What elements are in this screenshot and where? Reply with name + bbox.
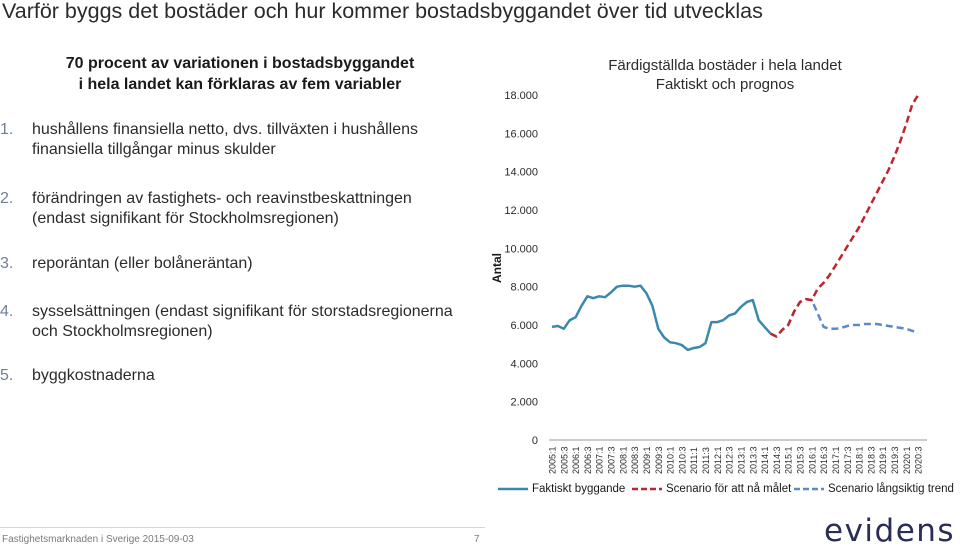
x-tick-label: 2011:3	[701, 447, 712, 474]
x-tick-label: 2015:3	[795, 446, 806, 474]
y-axis-label: Antal	[490, 253, 504, 283]
x-tick-label: 2013:1	[736, 446, 747, 474]
x-tick-label: 2016:3	[819, 446, 830, 474]
factor-number: 2.	[0, 190, 14, 207]
x-tick-label: 2015:1	[783, 446, 794, 474]
x-tick-label: 2010:3	[677, 446, 688, 474]
y-tick-label: 18.000	[504, 90, 538, 102]
y-tick-label: 10.000	[504, 243, 538, 256]
chart-legend	[498, 483, 958, 501]
factor-number: 1.	[0, 121, 14, 138]
y-axis-ticks	[504, 90, 538, 447]
chart-subtitle: Faktiskt och prognos	[655, 76, 795, 93]
y-tick-label: 16.000	[504, 128, 538, 141]
x-tick-label: 2007:3	[606, 446, 617, 474]
legend-item-target-scenario	[632, 483, 791, 495]
y-tick-label: 12.000	[504, 205, 538, 217]
x-tick-label: 2006:3	[582, 446, 593, 474]
x-tick-label: 2011:1	[689, 447, 700, 474]
x-tick-label: 2019:3	[890, 446, 901, 474]
factor-text: hushållens finansiella netto, dvs. tillväxten i hushållens finansiella tillgångar minus skulder	[32, 121, 419, 158]
legend-label: Scenario för att nå målet	[666, 483, 792, 495]
y-tick-label: 0	[531, 435, 538, 447]
legend-label: Faktiskt byggande	[532, 483, 626, 495]
x-tick-label: 2012:1	[712, 446, 723, 474]
x-tick-label: 2014:1	[760, 446, 771, 474]
page-number: 7	[474, 534, 480, 545]
factor-text: förändringen av fastighets- och reavinstbeskattningen (endast signifikant för Stockholmsregionen)	[32, 190, 412, 227]
legend-item-actual	[498, 483, 625, 495]
factors-heading-line-1: 70 procent av variationen i bostadsbyggandet	[65, 55, 415, 72]
x-tick-label: 2020:1	[901, 446, 912, 474]
x-tick-label: 2017:1	[830, 446, 841, 474]
evidens-logo: evidens	[824, 513, 956, 549]
x-tick-label: 2009:3	[653, 446, 664, 474]
y-tick-label: 2.000	[510, 396, 538, 409]
series-line-2	[771, 299, 919, 336]
x-tick-label: 2018:1	[854, 446, 865, 474]
y-tick-label: 8.000	[510, 281, 538, 294]
legend-swatch-target	[632, 486, 662, 492]
x-axis-ticks	[547, 446, 923, 474]
x-tick-label: 2020:3	[913, 446, 924, 474]
x-tick-label: 2012:3	[724, 446, 735, 474]
x-tick-label: 2009:1	[641, 446, 652, 474]
x-tick-label: 2005:1	[547, 446, 558, 474]
y-tick-label: 4.000	[510, 358, 538, 371]
factor-text: reporäntan (eller bolåneräntan)	[32, 255, 253, 272]
x-tick-label: 2017:3	[842, 446, 853, 474]
series-line-0	[552, 286, 771, 350]
x-tick-label: 2010:1	[665, 446, 676, 474]
x-tick-label: 2005:3	[559, 446, 570, 474]
chart-title: Färdigställda bostäder i hela landet	[608, 57, 842, 74]
factor-number: 4.	[0, 303, 14, 320]
x-tick-label: 2019:1	[878, 446, 889, 474]
legend-swatch-trend	[794, 486, 824, 492]
chart-series	[552, 95, 918, 350]
footer-divider	[0, 527, 485, 528]
x-tick-label: 2018:3	[866, 446, 877, 474]
legend-label: Scenario långsiktig trend	[828, 483, 954, 495]
factor-text: sysselsättningen (endast signifikant för storstadsregionerna och Stockholmsregionen)	[32, 303, 453, 340]
x-tick-label: 2008:1	[618, 446, 629, 474]
y-tick-label: 14.000	[504, 166, 538, 179]
x-tick-label: 2006:1	[571, 446, 582, 474]
x-tick-label: 2016:1	[807, 446, 818, 474]
factor-text: byggkostnaderna	[32, 367, 155, 384]
factor-number: 3.	[0, 255, 14, 272]
factors-heading-line-2: i hela landet kan förklaras av fem variabler	[78, 76, 402, 93]
series-line-1	[771, 95, 919, 337]
y-tick-label: 6.000	[510, 320, 538, 332]
x-tick-label: 2007:1	[594, 446, 605, 474]
x-tick-label: 2014:3	[771, 446, 782, 474]
x-tick-label: 2013:3	[748, 446, 759, 474]
x-tick-label: 2008:3	[630, 446, 641, 474]
legend-item-trend-scenario	[794, 483, 954, 495]
legend-swatch-actual	[498, 486, 528, 492]
factor-number: 5.	[0, 367, 14, 384]
footer-text: Fastighetsmarknaden i Sverige 2015-09-03	[2, 534, 194, 545]
slide-title: Varför byggs det bostäder och hur kommer bostadsbyggandet över tid utvecklas	[2, 0, 763, 23]
